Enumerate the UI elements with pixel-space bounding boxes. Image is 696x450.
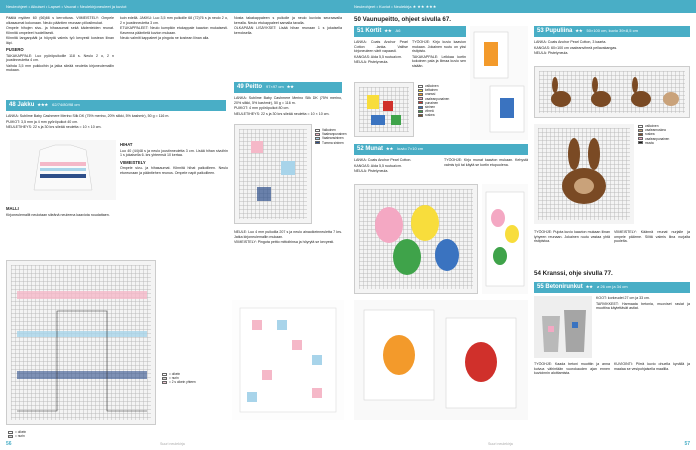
section-51-col-b [412,40,466,69]
blanket-pattern [241,131,307,219]
section-number: 48 [9,102,16,109]
legend-item: = 2 s oikein yhteen [162,380,232,384]
concrete-pots-photo [534,296,592,358]
section-number: 53 [537,28,544,35]
section-55-title [534,282,690,293]
chart-legend-left [8,430,158,438]
legend-item: keltainen [418,88,466,92]
difficulty-stars: ★★ [575,28,583,34]
instructions: VIIMEISTELY: Käännä reunat nurjalle ja ompele päärme. Silitä valmis liina nurjalta puolelta. [614,230,690,243]
heading-pusero: PUSERO [6,47,24,52]
fabric-info: KANGAS: Aida 5,5 ruutua/cm. [354,54,402,59]
legend-item: = nurin [162,376,232,380]
section-number: 54 [534,270,541,277]
pots-illustration [534,296,592,358]
paragraph: Ompele hihojen sivu- ja hihasaumat sekä kädenteiden reunat. Kiinnitä ompeleet huolellisesti. [6,26,114,35]
legend-item: sininen [418,105,466,109]
chart-pattern [363,91,407,131]
section-size: kuvio 7×10 cm [397,146,424,152]
difficulty-stars: ★★ [286,84,294,90]
legend-item: ruskea [418,113,466,117]
legend-item: = oikein [8,430,158,434]
section-53-materials [534,40,690,57]
section-size: A6 [395,28,401,34]
paragraph: ETUKAPPALEET: Neulo kumpikin etukappale kaavion mukaisesti. Kavenna pääntietä kuvion mukaan. [120,26,228,35]
needle-info: NEULA: Pistelyneula. [354,60,389,64]
section-title: Peitto [245,84,263,91]
paragraph: NEULE: Luo 4 mm puikoilla 207 s ja neulo ainaoikeinneuletta 7 krs. Jatka kirjoneulemallin mukaan. [234,230,342,239]
paragraph: kuin edellä. JAKKU: Luo 3,5 mm puikoille 68 (72)76 s ja neulo 2 o, 2 n joustinneuletta 3 cm. [120,16,228,25]
legend-item: = oikein [162,372,232,376]
blanket-illustration [232,300,344,420]
needle-info: NEULA: Pistelyneula. [354,169,389,173]
yarn-info: LANKA: Coats Anchor Pearl Cotton, 3 kaarta. [534,40,607,44]
col1-intro [6,16,114,45]
instructions: TYÖOHJE: Pujota kuvio kaavion mukaan liinan lyhyeen reunaan. Jokainen ruutu vastaa yhtä ristipistoa. [534,230,610,243]
section-number: 49 [237,84,244,91]
section-size: 62/74/80/98 cm [52,102,80,108]
knitting-chart-jacket [6,260,156,425]
needle-info: NEULA: Pistelyneula. [534,51,569,55]
section-title: Kortit [365,28,382,35]
paragraph: Vaihda 3,5 mm puikkoihin ja jatka sileää neuletta kirjoneulemallin mukaan. [6,63,114,72]
section-title: Jakku [17,102,35,109]
fabric-info: KANGAS: 60×100 cm vaaleanvihreä pellavakangas. [534,45,618,50]
section-title: Pupuliina [545,28,573,35]
difficulty-stars: ★★ [386,146,394,152]
difficulty-stars: ★★ [384,28,392,34]
section-title: Kranssi, ohje sivulla 77. [542,270,613,277]
section-55-materials [596,296,690,312]
section-49-instructions [234,230,342,246]
cross-stitch-chart-eggs [354,184,478,294]
section-48-title [6,100,226,111]
instructions: KUVIOINTI: Piirrä kuvio ohuella kynällä ja maalaa se vesipohjaisella maalilla. [614,362,690,371]
difficulty-stars: ★★★ [37,102,49,108]
paragraph: Luo 40 (44)48 s ja neulo joustinneuletta 3 cm. Lisää hihan sivuihin 1 s jokaisella 6. krs yhteensä 10 kertaa. [120,148,228,157]
legend-item: Vaaleanpunainen [315,132,347,136]
section-55-instructions-a [534,362,610,377]
instructions: TAKAKAPPALE: Leikkaa kortin kokoinen pala ja liimaa kuvio sen sisään. [412,54,466,68]
section-number: 50 [354,16,361,23]
bunny-pattern [541,75,685,113]
section-48-materials [6,114,226,131]
section-50-title [354,16,529,24]
legend-item: vaaleanpunainen [418,97,466,101]
yarn-info: LANKA: Sublime Baby Cashmere Merino Silk DK (75% merino, 20% silkki, 5% kashmir), 50 g = 116 m. [234,96,342,105]
size-info: KOOT: korkeudet 27 cm ja 33 cm. [596,296,650,300]
paragraph: Pääliä myöten 60 (66)66 s kerrottuna. VIIMEISTELY: Ompele olkasaumat kokonaan. Neulo pääntien reunaan piilosilmukat. [6,16,114,25]
gauge-info: NEULETIHEYS: 22 s ja 30 krs sileää neuletta = 10 × 10 cm. [234,111,330,116]
instructions: TYÖOHJE: Kirjo kuvio kaavion mukaan. Jokainen ruutu on yksi ristipisto. [412,40,466,53]
legend-item: Tumma sininen [315,141,347,145]
yarn-info: LANKA: Coats Anchor Pearl Cotton -lanka. Valitse kirjoneuleen värit vapaasti. [354,40,408,53]
right-page-header: Neuleohjeet • Kuviot • Neulekirja ★ ★★ ★★★ [348,0,696,13]
section-55-instructions-b [614,362,690,372]
cross-stitch-chart-cards [354,82,414,137]
section-53-instructions-b [614,230,690,245]
stitched-cards-photo [354,300,528,420]
legend-item: vihreä [418,109,466,113]
paragraph: Neulo valmiit kappaleet ja pingota ne kostean liinan alla. [120,36,210,40]
section-title: Vaunupeitto, ohjeet sivulla 67. [362,16,451,23]
section-title: Munat [365,146,384,153]
section-49-materials [234,96,342,117]
page-number-right: 57 [684,440,690,447]
legend-item: = nurin [8,434,158,438]
col2-lower [120,140,228,176]
instructions: TYÖOHJE: Kaada betoni muottiin ja anna kuivua vähintään vuorokauden ajan ennen kuvioinnin aloittamista. [534,362,610,375]
section-49-title [234,82,342,93]
needle-info: PUIKOT: 3,5 mm ja 4 mm pyöröpuikot 40 cm. [6,119,79,124]
jacket-illustration [10,140,116,200]
legend-item: oranssi [418,92,466,96]
heading-viimeistely: VIIMEISTELY [120,159,146,165]
paragraph: Kirjoneulemallit neulotaan sileänä neuleena kaaviota noudattaen. [6,212,110,217]
left-page-header: Neuleohjeet • Aikuiset • Lapset • Vauvat • Neulekirjoneuleet ja kuviot [0,0,348,13]
paragraph: OLKAPÄÄN LISÄYKSET: Lisää hihan reunaan 1 s jokaisella kerroksella. [234,26,342,35]
section-53-instructions-a [534,230,610,245]
section-size: 50×100 cm, kuvio 39×8,5 cm [586,28,638,34]
left-column-1 [6,16,114,74]
footer-left: Suuri neulekirja [160,441,185,446]
malli-section [6,204,114,218]
cross-stitch-chart-bunnies [534,66,690,118]
yarn-info: LANKA: Coats Anchor Pearl Cotton. [354,158,412,162]
eggs-illustration [482,184,528,294]
left-column-2 [120,16,228,42]
legend-item: musta [638,141,692,145]
section-53-title [534,26,690,37]
jacket-photo [10,140,116,200]
section-number: 55 [537,284,544,291]
bunny-detail-chart [534,124,634,224]
section-size: ø 26 cm ja 34 cm [596,284,628,290]
footer-right: Suuri neulekirja [488,441,513,446]
difficulty-stars: ★★ [585,284,593,290]
fabric-info: KANGAS: Aida 5,5 ruutua/cm. [354,163,402,168]
legend-item: Vaaleansininen [315,136,347,140]
chart-legend-mid [162,372,232,385]
legend-item: vaaleanpunainen [638,137,692,141]
bunny-detail-pattern [544,134,624,214]
section-size: 97×97 cm [266,84,284,90]
paragraph: Nosta takakappaleen s puikolle ja neulo kuviota seuraavalla kerralla. Neulo etukappaleet samalla tavalla. [234,16,342,25]
supplies-info: TARVIKKEET: Harmaata betonia, muoviset rasiat ja muottina käytettävät astiat. [596,301,690,310]
heading-malli: MALLI [6,206,19,211]
cards-illustration [470,26,528,140]
eggs-photo [482,184,528,294]
heading-hihat: HIHAT [120,142,133,147]
paragraph: Ompele sivu- ja hihasaumat. Kiinnitä hihat paikoilleen. Neulo etureunaan ja pääntiehen reunus. Ompele napit paikoilleen. [120,166,228,175]
section-title: Betonirunkut [545,284,583,291]
instructions: TYÖOHJE: Kirjo munat kaavion mukaan. Kehystä valmis työ tai käytä se kortin etupuolena. [444,158,528,167]
section-51-col-a [354,40,408,66]
egg-pattern [365,195,469,285]
chart-legend-cards [418,84,466,118]
section-52-col-a [354,158,440,175]
section-54-title [534,270,690,278]
cards-photo [470,26,528,140]
knitting-chart-blanket [234,124,312,224]
gauge-info: NEULETIHEYS: 22 s ja 30 krs sileää neuletta = 10 × 10 cm. [6,125,102,129]
legend-item: punainen [418,101,466,105]
chart-legend-bunnies [638,124,692,145]
legend-item: ruskea [638,132,692,136]
legend-item: valkoinen [638,124,692,128]
legend-item: valkoinen [418,84,466,88]
section-number: 51 [357,28,364,35]
paragraph: TAKAKAPPALE: Luo pyöröpuikoille 118 s. Neulo 2 o, 2 n joustinneuletta 4 cm. [6,53,114,62]
left-column-3 [234,16,342,36]
section-51-title [354,26,466,37]
paragraph: Kiinnitä langanpäät ja höyrytä valmis työ kevyesti kostean liinan läpi. [6,36,114,45]
right-page [348,0,696,450]
needle-info: PUIKOT: 4 mm pyöröpuikot 80 cm. [234,106,290,110]
chart-legend-blanket [315,128,347,145]
yarn-info: LANKA: Sublime Baby Cashmere Merino Silk DK (75% merino, 20% silkki, 5% kashmir), 50 g = 116 m. [6,114,170,118]
legend-item: Valkoinen [315,128,347,132]
blanket-photo [232,300,344,420]
page-number-left: 56 [6,440,12,447]
chart-pattern [17,271,147,416]
section-52-title [354,144,528,155]
section-52-col-b [444,158,528,168]
legend-item: vaaleanruskea [638,128,692,132]
section-number: 52 [357,146,364,153]
stitched-cards-illustration [354,300,528,420]
paragraph: VIIMEISTELY: Pingota peitto mittoihinsa ja höyrytä se kevyesti. [234,240,335,244]
